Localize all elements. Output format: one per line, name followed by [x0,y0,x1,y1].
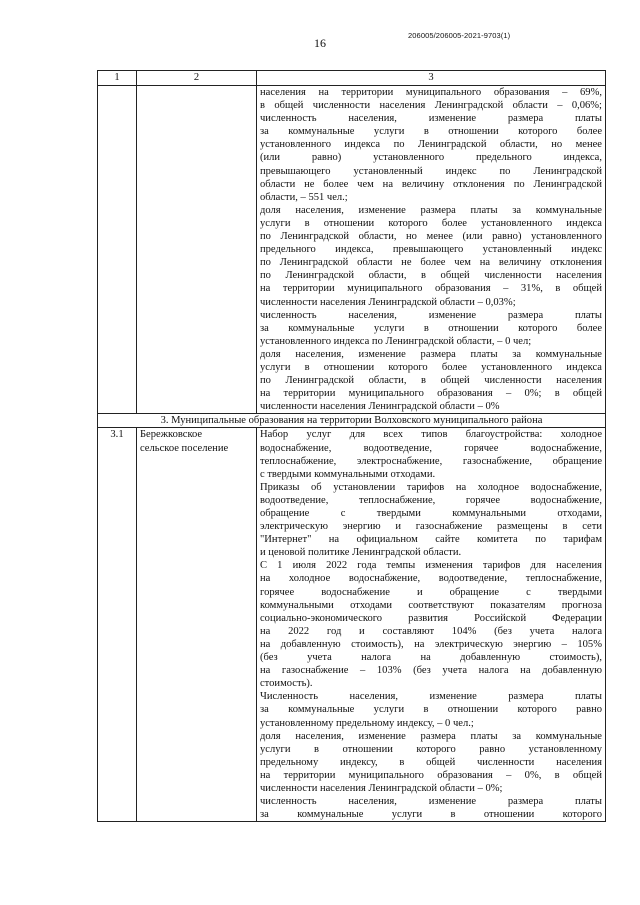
text-line: услуги в отношении которого равно установленному [260,743,602,755]
header-col-2: 2 [137,71,257,86]
text-line: на добавленную стоимость), на электрическую энергию – 105% [260,638,602,650]
text-line: установленному предельному индексу, – 0 чел.; [260,717,474,729]
table-row [98,428,606,822]
text-line: за коммунальные услуги в отношении которого [260,809,602,821]
text-line: услуги в отношении которого более установленного индекса [260,361,602,373]
text-line: предельному индексу, в общей численности населения [260,756,602,768]
text-line: коммунальными отходами соответствуют показателям прогноза [260,599,602,611]
text-line: по Ленинградской области, в общей численности населения [260,375,602,387]
text-line: стоимость). [260,678,313,690]
continued-text-cell [257,86,606,414]
text-line: с твердыми коммунальными отходами. [260,468,436,480]
text-line: установленного индекса по Ленинградской области, но менее [260,139,602,151]
text-line: предельного индекса, превышающего установленный индекс [260,244,602,256]
text-line: численности населения Ленинградской области – 0%; [260,782,503,794]
text-line: Численность населения, изменение размера платы [260,691,602,703]
text-line: установленного индекса по Ленинградской области, – 0 чел; [260,335,532,347]
text-line: области не более чем на величину отклонения по Ленинградской [260,178,602,190]
text-line: доля населения, изменение размера платы за коммунальные [260,348,602,360]
text-line: численности населения Ленинградской области – 0% [260,401,500,413]
text-line: водоснабжение, водоотведение, горячее водоснабжение, [260,442,602,454]
text-line: на 2022 год и составляют 104% (без учета налога [260,625,602,637]
text-line: горячее водоснабжение и обращение с твердыми [260,586,602,598]
text-line: численность населения, изменение размера платы [260,113,602,125]
section-title: 3. Муниципальные образования на территории Волховского муниципального района [98,414,606,428]
text-line: и ценовой политике Ленинградской области. [260,547,462,559]
continued-row [98,86,606,414]
text-line: на холодное водоснабжение, водоотведение, теплоснабжение, [260,573,602,585]
continued-name-cell [137,86,257,414]
municipality-name-line-1: Бережковское [140,429,203,441]
text-line: Набор услуг для всех типов благоустройства: холодное [260,429,602,441]
text-line: Приказы об установлении тарифов на холодное водоснабжение, [260,481,602,493]
row-text-cell [257,428,606,822]
text-line: за коммунальные услуги в отношении которого равно [260,704,602,716]
municipality-name [137,428,257,822]
text-line: численности населения Ленинградской области – 0,03%; [260,296,516,308]
page-number: 16 [314,36,326,50]
text-line: на территории муниципального образования – 31%, в общей [260,283,602,295]
municipality-name-line-2: сельское поселение [140,442,229,454]
text-line: услуги в отношении которого более установленного индекса [260,217,602,229]
text-line: теплоснабжение, электроснабжение, газоснабжение, обращение [260,455,602,467]
text-line: (или равно) установленного предельного индекса, [260,152,602,164]
text-line: в общей численности населения Ленинградской области – 0,06%; [260,100,602,112]
text-line: численность населения, изменение размера платы [260,796,602,808]
text-line: на территории муниципального образования – 0%, в общей [260,769,602,781]
section-row [98,414,606,428]
table-header-row [98,71,606,86]
tariff-table [97,70,606,822]
text-line: по Ленинградской области не более чем на величину отклонения [260,257,602,269]
header-col-3: 3 [257,71,606,86]
text-line: С 1 июля 2022 года темпы изменения тарифов для населения [260,560,602,572]
text-line: "Интернет" на официальном сайте комитета по тарифам [260,534,602,546]
text-line: превышающего установленный индекс по Ленинградской [260,165,602,177]
text-line: населения на территории муниципального образования – 69%, [260,87,602,98]
text-line: области, – 551 чел.; [260,191,348,203]
text-line: на территории муниципального образования – 0%; в общей [260,388,602,400]
text-line: по Ленинградской области, но менее (или равно) установленного [260,231,602,243]
text-line: по Ленинградской области, в общей численности населения [260,270,602,282]
text-line: за коммунальные услуги в отношении которого более [260,322,602,334]
text-line: на газоснабжение – 103% (без учета налога на добавленную [260,665,602,677]
text-line: доля населения, изменение размера платы за коммунальные [260,730,602,742]
text-line: социально-экономического развития Российской Федерации [260,612,602,624]
continued-num-cell [98,86,137,414]
document-id: 206005/206005-2021-9703(1) [408,31,511,40]
header-col-1: 1 [98,71,137,86]
text-line: за коммунальные услуги в отношении которого более [260,126,602,138]
text-line: электрическую энергию и газоснабжение размещены в сети [260,521,602,533]
text-line: водоотведение, теплоснабжение, горячее водоснабжение, [260,494,602,506]
text-line: доля населения, изменение размера платы за коммунальные [260,204,602,216]
text-line: численность населения, изменение размера платы [260,309,602,321]
text-line: (без учета налога на добавленную стоимость), [260,652,602,664]
text-line: обращение с твердыми коммунальными отходами, [260,508,602,519]
row-number: 3.1 [98,428,137,822]
